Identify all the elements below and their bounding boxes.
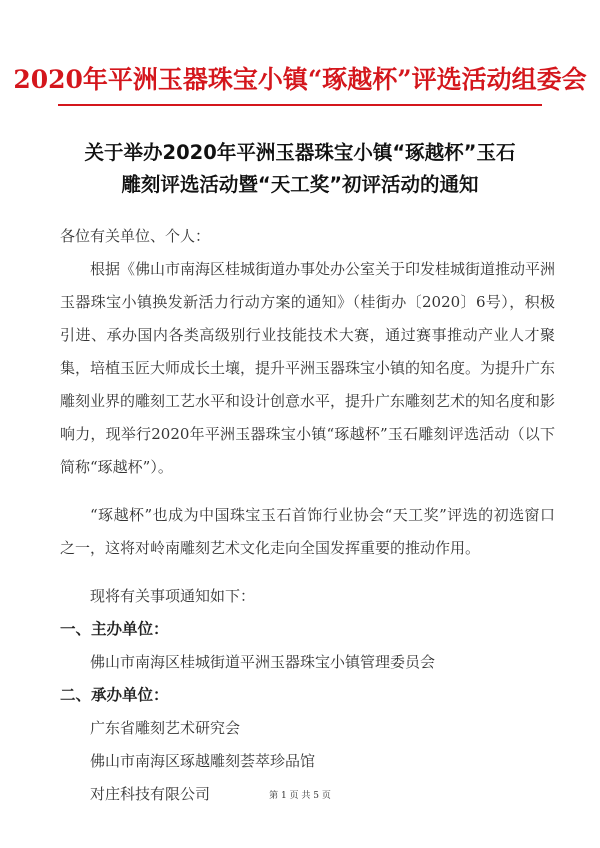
page-number: 第 1 页 共 5 页 [269,791,331,801]
host-organization: 佛山市南海区桂城街道平洲玉器珠宝小镇管理委员会 [90,653,436,671]
notice-title [40,137,560,201]
organizer-item: 对庄科技有限公司 [90,785,211,803]
paragraph-intro-items: 现将有关事项通知如下： [90,587,256,605]
organizer-item: 佛山市南海区琢越雕刻荟萃珍品馆 [90,752,316,770]
section-heading-organizer: 二、承办单位： [60,686,169,704]
organizer-item: 广东省雕刻艺术研究会 [90,719,241,737]
notice-title-line-1: 关于举办2020年平洲玉器珠宝小镇“琢越杯”玉石 [84,141,516,164]
section-heading-host: 一、主办单位： [60,620,169,638]
notice-title-line-2: 雕刻评选活动暨“天工奖”初评活动的通知 [121,173,479,196]
salutation: 各位有关单位、个人： [60,227,211,245]
paragraph-spacer [60,484,555,499]
paragraph-background: 根据《佛山市南海区桂城街道办事处办公室关于印发桂城街道推动平洲玉器珠宝小镇换发新活力行动方案的通知》（桂街办〔2020〕6号），积极引进、承办国内各类高级别行业技能技术大赛，通过赛事推动产业人才聚集，培植玉匠大师成长土壤，提升平洲玉器珠宝小镇的知名度。为提升广东雕刻业界的雕刻工艺水平和设计创意水平，提升广东雕刻艺术的知名度和影响力，现举行2020年平洲玉器珠宝小镇“琢越杯”玉石雕刻评选活动（以下简称“琢越杯”）。 [60,260,556,476]
paragraph-spacer [60,565,555,580]
notice-body [60,220,555,811]
paragraph-tiangong-award: “琢越杯”也成为中国珠宝玉石首饰行业协会“天工奖”评选的初选窗口之一，这将对岭南雕刻艺术文化走向全国发挥重要的推动作用。 [60,506,555,557]
organizer-header: 2020年平洲玉器珠宝小镇“琢越杯”评选活动组委会 [13,65,587,94]
header-red-rule [58,104,542,106]
